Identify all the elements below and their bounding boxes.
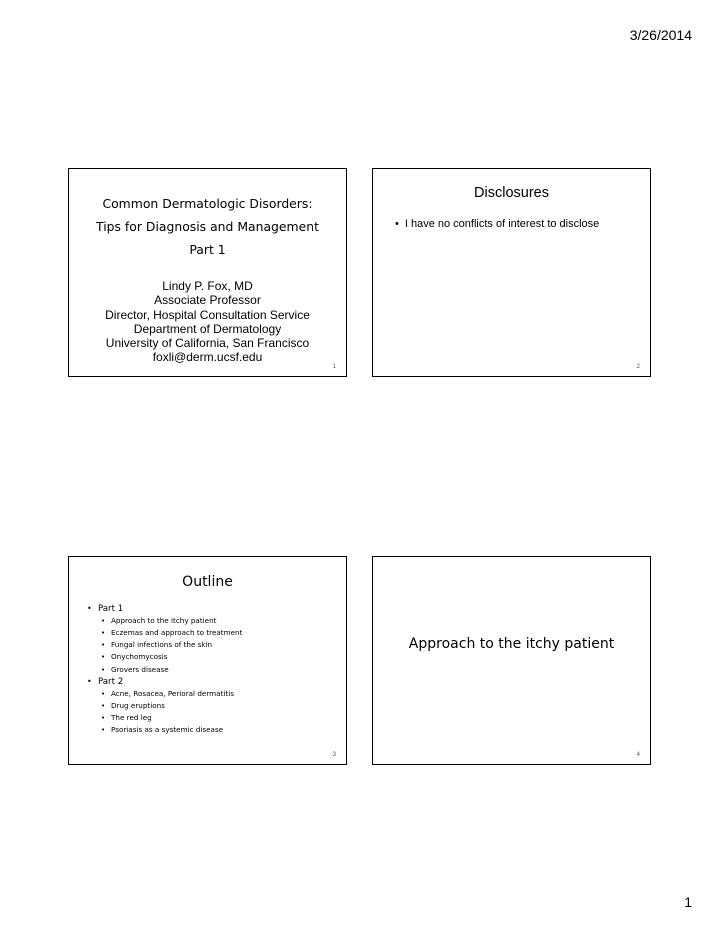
author-department: Department of Dermatology: [133, 321, 282, 336]
outline-item: • Approach to the itchy patient: [101, 615, 242, 627]
outline-item: • Psoriasis as a systemic disease: [101, 724, 242, 736]
outline-item: • Grovers disease: [101, 664, 242, 676]
bullet-icon: •: [101, 665, 106, 674]
bullet-icon: •: [101, 701, 106, 710]
outline-item: • Fungal infections of the skin: [101, 639, 242, 651]
slide-1-author-block: [69, 279, 346, 365]
slide-3-outline: [68, 556, 347, 765]
bullet-icon: •: [395, 218, 399, 230]
disclosure-list: [395, 218, 599, 230]
bullet-icon: •: [101, 714, 106, 723]
outline-list: [87, 603, 242, 736]
bullet-icon: •: [101, 726, 106, 735]
author-name: Lindy P. Fox, MD: [162, 279, 253, 293]
slide-number: 1: [332, 364, 336, 370]
author-role: Director, Hospital Consultation Service: [105, 307, 310, 322]
slide-number: 4: [636, 752, 640, 758]
author-rank: Associate Professor: [154, 293, 261, 308]
outline-item: • Drug eruptions: [101, 700, 242, 712]
slide-4-section-title: [372, 556, 651, 765]
outline-item: • Eczemas and approach to treatment: [101, 627, 242, 639]
slide-3-title: Outline: [182, 574, 233, 590]
slide-1-title-block: [69, 192, 346, 261]
slide-number: 2: [636, 364, 640, 370]
outline-item: • The red leg: [101, 712, 242, 724]
slide-2-title: Disclosures: [474, 185, 549, 201]
bullet-icon: •: [87, 676, 92, 686]
slide-1-title: [68, 168, 347, 377]
bullet-icon: •: [101, 689, 106, 698]
slide-1-title-line: Tips for Diagnosis and Management: [96, 219, 319, 234]
slide-1-title-line: Part 1: [189, 242, 226, 257]
slide-1-title-line: Common Dermatologic Disorders:: [102, 196, 313, 211]
bullet-icon: •: [101, 629, 106, 638]
outline-section: • Part 1: [87, 604, 124, 614]
bullet-icon: •: [87, 604, 92, 613]
page-number: 1: [684, 894, 692, 910]
header-date: 3/26/2014: [629, 27, 692, 43]
outline-section: • Part 2: [87, 676, 124, 687]
bullet-icon: •: [101, 641, 106, 650]
bullet-icon: •: [101, 653, 106, 662]
slide-4-title: Approach to the itchy patient: [408, 636, 615, 652]
slide-2-disclosures: [372, 168, 651, 377]
disclosure-item: I have no conflicts of interest to disclose: [404, 218, 600, 230]
outline-item: • Onychomycosis: [101, 651, 242, 663]
bullet-icon: •: [101, 617, 106, 626]
author-email: foxli@derm.ucsf.edu: [152, 350, 263, 365]
slide-number: 3: [332, 752, 336, 758]
outline-item: • Acne, Rosacea, Perioral dermatitis: [101, 688, 242, 700]
author-institution: University of California, San Francisco: [105, 336, 310, 351]
